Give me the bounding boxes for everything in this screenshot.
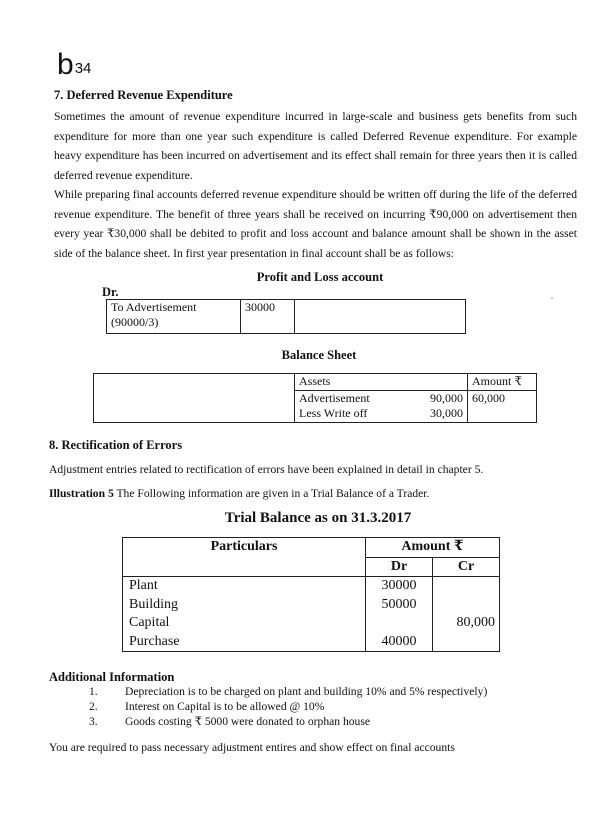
tb-particular: Purchase	[129, 633, 180, 649]
section-8-title: 8. Rectification of Errors	[49, 438, 183, 452]
pl-particular-cell	[107, 300, 241, 334]
bs-row-label: Advertisement	[299, 390, 370, 405]
tb-dr-header: Dr	[366, 557, 433, 577]
additional-info-title: Additional Information	[49, 670, 175, 684]
table-row	[123, 577, 500, 652]
list-item-number: 1.	[89, 685, 98, 698]
tb-dr-value: 30000	[381, 578, 417, 593]
bs-asset-values	[409, 390, 468, 422]
list-item	[49, 700, 569, 715]
tb-cr-value: 80,000	[456, 615, 495, 630]
list-item-number: 2.	[89, 699, 98, 713]
section-7-para-2: While preparing final accounts deferred revenue expenditure should be written off during the life of the deferred revenue expenditure. The benefit of three years shall be received on incurring ₹90,000 on advertisement then every year ₹30,000 shall be debited to profit and loss account and balance amount shall be shown in the asset side of the balance sheet. In first year presentation in final account shall be as follows:	[54, 188, 577, 260]
tb-particular: Capital	[129, 615, 170, 630]
pl-account-title: Profit and Loss account	[256, 270, 384, 284]
tb-amount-header: Amount ₹	[366, 538, 500, 558]
bs-row-label: Less Write off	[299, 406, 368, 420]
tb-cr-value	[437, 633, 495, 652]
bs-amount-header: Amount ₹	[468, 374, 537, 391]
tb-cr-cell	[433, 577, 500, 652]
page-number-value: 34	[74, 60, 92, 77]
illustration-label: Illustration 5	[49, 487, 114, 500]
bs-liabilities-cell	[94, 374, 295, 423]
list-item-text: Goods costing ₹ 5000 were donated to orphan house	[125, 714, 371, 728]
pl-account-table	[106, 299, 466, 334]
trial-balance-table	[122, 537, 500, 652]
trial-balance-title: Trial Balance as on 31.3.2017	[224, 510, 412, 526]
list-item-text: Depreciation is to be charged on plant and building 10% and 5% respectively)	[125, 685, 488, 698]
tb-cr-value	[437, 577, 495, 596]
bs-row-value: 90,000	[430, 390, 463, 405]
tb-cr-value	[437, 596, 495, 615]
illustration-text: The Following information are given in a Trial Balance of a Trader.	[116, 487, 430, 500]
additional-info-list	[49, 685, 569, 729]
list-item-number: 3.	[89, 714, 98, 728]
table-row	[94, 374, 537, 391]
tb-dr-value: 50000	[381, 596, 417, 612]
bs-total-cell: 60,000	[468, 390, 537, 422]
stray-mark	[551, 297, 553, 299]
tb-dr-cell	[366, 577, 433, 652]
tb-particular: Plant	[129, 578, 158, 593]
tb-particulars-cell	[123, 577, 366, 652]
balance-sheet-table	[93, 373, 537, 423]
pl-particular-line-1: To Advertisement	[111, 300, 197, 314]
bs-assets-header: Assets	[295, 374, 468, 391]
list-item	[49, 715, 569, 730]
bs-row-value: 30,000	[430, 406, 463, 420]
list-item-text: Interest on Capital is to be allowed @ 10%	[125, 699, 325, 713]
pl-amount-cell: 30000	[241, 300, 295, 334]
table-header-row	[123, 538, 500, 558]
pl-particular-line-2: (90000/3)	[111, 315, 159, 329]
pl-dr-label: Dr.	[102, 285, 119, 299]
bs-asset-labels	[295, 390, 410, 422]
page-prefix: b	[57, 48, 74, 81]
tb-dr-value: 40000	[381, 633, 417, 649]
table-row	[107, 300, 466, 334]
section-7-title: 7. Deferred Revenue Expenditure	[54, 88, 233, 102]
section-8-text: Adjustment entries related to rectification of errors have been explained in detail in chapter 5.	[49, 463, 484, 476]
tb-particular: Building	[129, 596, 179, 612]
tb-cr-header: Cr	[433, 557, 500, 577]
page-number	[57, 50, 91, 80]
section-7-para-1: Sometimes the amount of revenue expenditure incurred in large-scale and business gets benefits from such expenditure for more than one year such expenditure is called Deferred Revenue expenditure. For example heavy expenditure has been incurred on advertisement and its effect shall remain for three years then it is called deferred revenue expenditure.	[54, 110, 577, 182]
section-7-body	[54, 107, 577, 263]
list-item	[49, 685, 569, 700]
tb-dr-value	[370, 614, 428, 633]
illustration-line	[49, 487, 429, 500]
balance-sheet-title: Balance Sheet	[281, 348, 357, 362]
tb-particulars-header: Particulars	[123, 538, 366, 577]
pl-empty-cell	[295, 300, 466, 334]
closing-text: You are required to pass necessary adjustment entires and show effect on final accounts	[49, 741, 455, 754]
